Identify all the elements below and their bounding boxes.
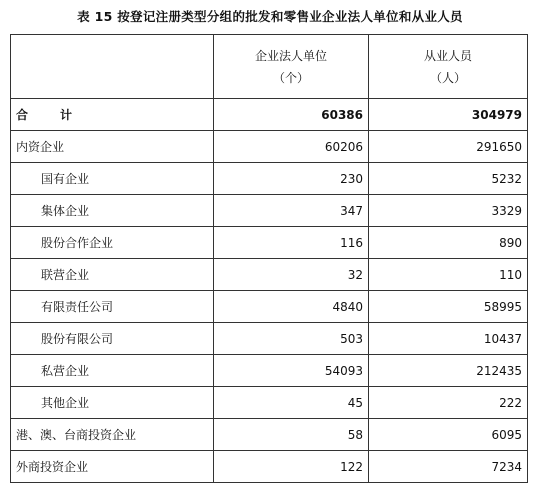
header-employees-cell <box>369 35 528 99</box>
header-units-title: 企业法人单位 <box>254 48 327 63</box>
row-label: 集体企业 <box>11 195 214 227</box>
table-row <box>11 419 528 451</box>
employees-value: 212435 <box>369 355 528 387</box>
row-label: 联营企业 <box>11 259 214 291</box>
header-units-cell <box>214 35 369 99</box>
row-label: 国有企业 <box>11 163 214 195</box>
employees-value: 10437 <box>369 323 528 355</box>
header-employees-unit: （人） <box>429 70 466 85</box>
row-label: 其他企业 <box>11 387 214 419</box>
units-value: 116 <box>214 227 369 259</box>
table-row <box>11 387 528 419</box>
header-units-unit: （个） <box>272 70 309 85</box>
row-label: 内资企业 <box>11 131 214 163</box>
row-label: 股份合作企业 <box>11 227 214 259</box>
units-value: 58 <box>214 419 369 451</box>
units-value: 122 <box>214 451 369 483</box>
row-label: 股份有限公司 <box>11 323 214 355</box>
header-employees-title: 从业人员 <box>423 48 472 63</box>
employees-value: 3329 <box>369 195 528 227</box>
row-label: 外商投资企业 <box>11 451 214 483</box>
employees-value: 890 <box>369 227 528 259</box>
row-label: 港、澳、台商投资企业 <box>11 419 214 451</box>
units-value: 503 <box>214 323 369 355</box>
employees-value: 222 <box>369 387 528 419</box>
row-label: 有限责任公司 <box>11 291 214 323</box>
row-label: 私营企业 <box>11 355 214 387</box>
table-row <box>11 323 528 355</box>
units-value: 347 <box>214 195 369 227</box>
units-value: 32 <box>214 259 369 291</box>
table-row-total <box>11 99 528 131</box>
table-row <box>11 355 528 387</box>
table-caption: 表 15 按登记注册类型分组的批发和零售业企业法人单位和从业人员 <box>77 9 463 24</box>
table-row <box>11 195 528 227</box>
employees-value: 110 <box>369 259 528 291</box>
table-row <box>11 451 528 483</box>
units-value: 45 <box>214 387 369 419</box>
row-label: 合 计 <box>11 99 214 131</box>
units-value: 54093 <box>214 355 369 387</box>
table-row <box>11 131 528 163</box>
employees-value: 58995 <box>369 291 528 323</box>
employees-value: 304979 <box>369 99 528 131</box>
header-corner-cell <box>11 35 214 99</box>
units-value: 60386 <box>214 99 369 131</box>
table-row <box>11 259 528 291</box>
employees-value: 7234 <box>369 451 528 483</box>
header-row <box>11 35 528 99</box>
table-row <box>11 291 528 323</box>
table-row <box>11 227 528 259</box>
units-value: 4840 <box>214 291 369 323</box>
employees-value: 291650 <box>369 131 528 163</box>
data-table <box>10 34 528 483</box>
table-row <box>11 163 528 195</box>
units-value: 230 <box>214 163 369 195</box>
employees-value: 5232 <box>369 163 528 195</box>
units-value: 60206 <box>214 131 369 163</box>
employees-value: 6095 <box>369 419 528 451</box>
